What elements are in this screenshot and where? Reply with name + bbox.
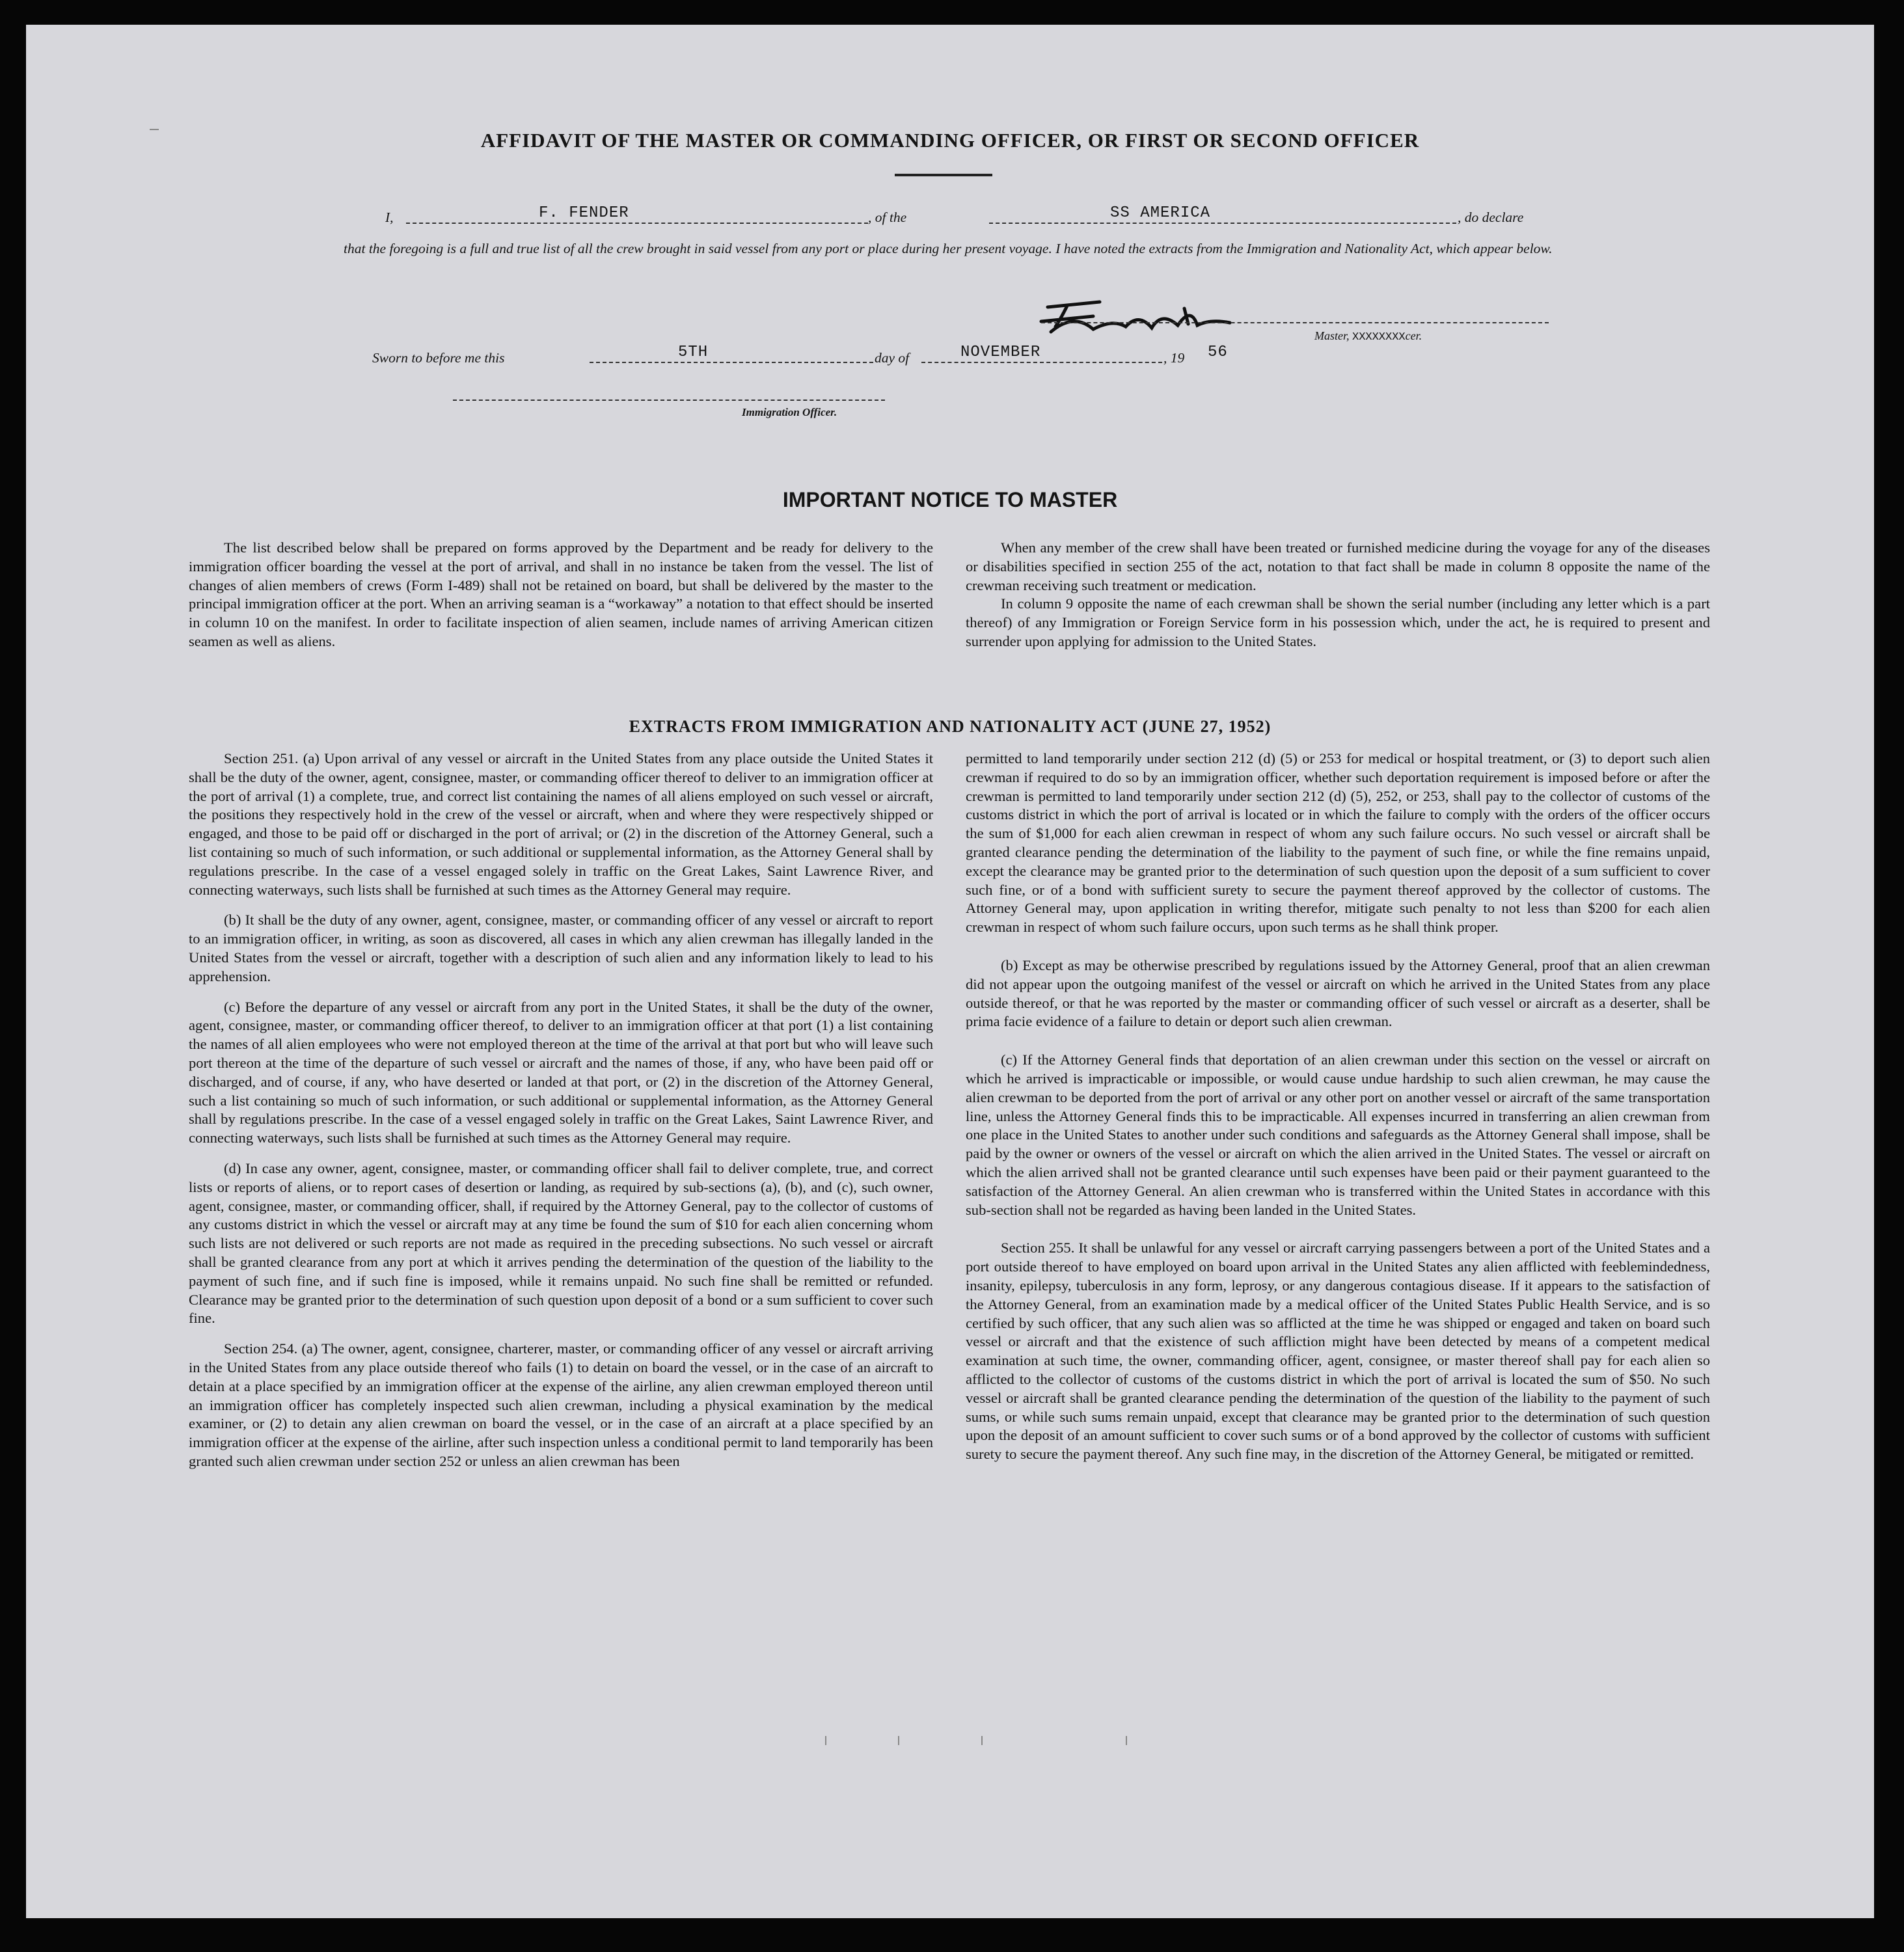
master-struck-text: XXXXXXXX <box>1352 331 1406 344</box>
extracts-title: EXTRACTS FROM IMMIGRATION AND NATIONALITY ACT (JUNE 27, 1952) <box>629 717 1272 736</box>
notice-paragraph: The list described below shall be prepared on forms approved by the Department and be ready for delivery to the immigration officer boarding the vessel at the port of arrival, and shall in no instance be taken from the vessel. The list of changes of alien members of crews (Form I-489) shall not be retained on board, but shall be delivered by the master to the principal immigration officer at the port. When an arriving seaman is a “workaway” a notation to that effect should be inserted in column 10 on the manifest. In order to facilitate inspection of alien seamen, include names of arriving American citizen seamen as well as aliens. <box>189 539 933 649</box>
notice-paragraph: When any member of the crew shall have been treated or furnished medicine during the voyage for any of the diseases or disabilities specified in section 255 of the act, notation to that fact shall be made in column 8 opposite the name of the crewman receiving such treatment or medication. <box>966 539 1710 593</box>
scan-mark <box>825 1736 826 1745</box>
vessel-name-value: SS AMERICA <box>1110 204 1211 222</box>
immigration-officer-blank <box>453 400 885 401</box>
officer-name-value: F. FENDER <box>539 204 629 222</box>
scan-mark <box>150 129 159 130</box>
master-signature <box>1022 293 1282 345</box>
notice-title: IMPORTANT NOTICE TO MASTER <box>782 488 1118 511</box>
signature-blank <box>1041 322 1549 323</box>
master-suffix: cer. <box>1405 329 1422 342</box>
declaration-text: that the foregoing is a full and true list of all the crew brought in said vessel from any port or place during her present voyage. I have noted the extracts from the Immigration and Nationality Act, which appear below. <box>344 241 1553 256</box>
notice-left-column <box>189 539 933 651</box>
scan-mark <box>1126 1736 1127 1745</box>
act-paragraph: (d) In case any owner, agent, consignee, master, or commanding officer shall fail to deliver complete, true, and correct lists or reports of aliens, or to report cases of desertion or landing, as required by sub-sections (a), (b), and (c), such owner, agent, consignee, master, or commanding officer, shall, if required by the Attorney General, pay to the collector of customs of any customs district in which the vessel or aircraft may at any time be found the sum of $10 for each alien concerning whom such lists are not delivered or such reports are not made as required in the preceding subsections. No such vessel or aircraft shall be granted clearance from any port at which it arrives pending the determination of the question of the liability to the payment of such fine, and if such fine is imposed, while it remains unpaid. No such fine shall be remitted or refunded. Clearance may be granted prior to the determination of such question upon deposit of a bond or a sum sufficient to cover such fine. <box>189 1159 933 1327</box>
act-paragraph: Section 254. (a) The owner, agent, consignee, charterer, master, or commanding officer of any vessel or aircraft arriving in the United States from any place outside thereof who fails (1) to detain on board the vessel, or in the case of an aircraft to detain at a place specified by an immigration officer at the expense of the airline, any alien crewman employed thereon until an immigration officer has completely inspected such alien crewman, including a physical examination by the medical examiner, or (2) to detain any alien crewman on board the vessel, or in the case of an aircraft at a place specified by an immigration officer at the expense of the airline, after such inspection unless a conditional permit to land temporarily has been granted such alien crewman under section 252 or unless an alien crewman has been <box>189 1340 933 1469</box>
act-paragraph: Section 255. It shall be unlawful for any vessel or aircraft carrying passengers between a port of the United States and a port outside thereof to have employed on board upon arrival in the United States any alien afflicted with feeblemindedness, insanity, epilepsy, tuberculosis in any form, leprosy, or any dangerous contagious disease. If it appears to the satisfaction of the Attorney General, from an examination made by a medical officer of the United States Public Health Service, and is so certified by such officer, that any such alien was so afflicted at the time he was shipped or engaged and taken on board such vessel or aircraft and that the existence of such affliction might have been detected by means of a competent medical examination at such time, the owner, commanding officer, agent, consignee, or master thereof shall pay for each alien so afflicted to the collector of customs of the customs district in which the port of arrival is located the sum of $50. No such vessel or aircraft shall be granted clearance pending the determination of the question of the liability to the payment of such sums, or while such sums remain unpaid, except that clearance may be granted prior to the determination of such question upon the deposit of an amount sufficient to cover such sums or of a bond approved by the collector of customs with sufficient surety to secure the payment thereof. Any such fine may, in the discretion of the Attorney General, be mitigated or remitted. <box>966 1240 1710 1463</box>
extracts-left-column <box>189 750 933 1471</box>
year-prefix: , 19 <box>1163 350 1185 366</box>
affidavit-title: AFFIDAVIT OF THE MASTER OR COMMANDING OFFICER, OR FIRST OR SECOND OFFICER <box>480 129 1420 152</box>
day-of-text: day of <box>875 350 910 366</box>
sworn-month-value: NOVEMBER <box>960 344 1041 361</box>
year-suffix: 56 <box>1208 344 1228 361</box>
sworn-day-blank <box>590 347 873 363</box>
immigration-officer-label: Immigration Officer. <box>742 406 837 418</box>
officer-name-blank <box>406 208 868 224</box>
scan-mark <box>981 1736 983 1745</box>
act-paragraph: (c) Before the departure of any vessel or aircraft from any port in the United States, it shall be the duty of the owner, agent, consignee, master, or commanding officer thereof, to deliver to an immigration officer at that port (1) a list containing the names of all alien employees who were not employed thereon at the time of the arrival at that port but who will leave such port thereon at the time of the departure of such vessel or aircraft and the names of those, if any, who have been paid off or discharged, and of course, if any, who have deserted or landed at that port, or (2) in the discretion of the Attorney General, such a list containing so much of such information, or such additional or supplemental information, as the Attorney General shall by regulations prescribe. In the case of a vessel engaged solely in traffic on the Great Lakes, Saint Lawrence River, and connecting waterways, such lists shall be furnished at such times as the Attorney General may require. <box>189 998 933 1146</box>
declaration-line <box>344 204 1555 234</box>
sworn-day-value: 5TH <box>678 344 709 361</box>
sworn-month-blank <box>921 347 1162 363</box>
sworn-line <box>372 344 1283 370</box>
scan-mark <box>898 1736 899 1745</box>
master-title <box>1314 329 1422 344</box>
act-paragraph: (b) Except as may be otherwise prescribed by regulations issued by the Attorney General, proof that an alien crewman did not appear upon the outgoing manifest of the vessel or aircraft on which he arrived in the United States from any place outside thereof, or that he was reported by the master or commanding officer of such vessel or aircraft as a deserter, shall be prima facie evidence of a failure to detain or deport such alien crewman. <box>966 956 1710 1030</box>
title-rule <box>895 174 992 176</box>
sworn-prefix: Sworn to before me this <box>372 350 505 366</box>
vessel-name-blank <box>989 208 1456 224</box>
do-declare-text: , do declare <box>1458 210 1524 225</box>
act-paragraph: (c) If the Attorney General finds that deportation of an alien crewman under this section on the vessel or aircraft on which he arrived is impracticable or impossible, or would cause undue hardship to such alien crewman, he may cause the alien crewman to be deported from the port of arrival or any other port on another vessel or aircraft of the same transportation line, unless the Attorney General finds this to be impracticable. All expenses incurred in transferring an alien crewman from one place in the United States to another under such conditions and safeguards as the Attorney General shall impose, shall be paid by the owner or owners of the vessel or aircraft on which the alien arrived in the United States. The vessel or aircraft on which the alien arrived shall not be granted clearance until such expenses have been paid or their payment guaranteed to the satisfaction of the Attorney General. An alien crewman who is transferred within the United States in accordance with this sub-section shall not be regarded as having been landed in the United States. <box>966 1051 1710 1218</box>
document-page <box>26 25 1874 1918</box>
notice-paragraph: In column 9 opposite the name of each crewman shall be shown the serial number (including any letter which is a part thereof) of any Immigration or Foreign Service form in his possession which, under the act, he is required to present and surrender upon applying for admission to the United States. <box>966 595 1710 649</box>
master-label: Master, <box>1314 329 1350 342</box>
act-paragraph: permitted to land temporarily under section 212 (d) (5) or 253 for medical or hospital treatment, or (3) to deport such alien crewman if required to do so by an immigration officer, whether such deportation requirement is imposed before or after the crewman is permitted to land temporarily under section 212 (d) (5), 252, or 253, shall pay to the collector of customs of the customs district in which the port of arrival is located or in which the failure to comply with the orders of the officer occurs the sum of $1,000 for each alien crewman in respect of whom any such failure occurs. No such vessel or aircraft shall be granted clearance pending the determination of the liability to the payment of such fine, or while the fine remains unpaid, except the clearance may be granted prior to the determination of such question upon the deposit of a sum sufficient to cover such fine, or of a bond with sufficient surety to secure the payment thereof approved by the collector of customs. The Attorney General may, upon application in writing therefor, mitigate such penalty to not less than $200 for each alien crewman in respect of whom such failure occurs, upon such terms as he shall think proper. <box>966 750 1710 936</box>
notice-right-column <box>966 539 1710 651</box>
declarant-prefix: I, <box>385 210 394 225</box>
of-the-text: , of the <box>868 210 907 225</box>
act-paragraph: Section 251. (a) Upon arrival of any vessel or aircraft in the United States from any place outside the United States it shall be the duty of the owner, agent, consignee, master, or commanding officer thereof to deliver to an immigration officer at the port of arrival (1) a complete, true, and correct list containing the names of all aliens employed on such vessel or aircraft, the positions they respectively hold in the crew of the vessel or aircraft, when and where they were respectively shipped or engaged, and those to be paid off or discharged in the port of arrival; or (2) in the discretion of the Attorney General, such a list containing so much of such information, or such additional or supplemental information, as the Attorney General shall by regulations prescribe. In the case of a vessel engaged solely in traffic on the Great Lakes, Saint Lawrence River, and connecting waterways, such lists shall be furnished at such times as the Attorney General may require. <box>189 750 933 898</box>
extracts-right-column <box>966 750 1710 1464</box>
act-paragraph: (b) It shall be the duty of any owner, agent, consignee, master, or commanding officer of any vessel or aircraft to report to an immigration officer, in writing, as soon as discovered, all cases in which any alien crewman has illegally landed in the United States from the vessel or aircraft, together with a description of such alien and any information likely to lead to his apprehension. <box>189 912 933 984</box>
